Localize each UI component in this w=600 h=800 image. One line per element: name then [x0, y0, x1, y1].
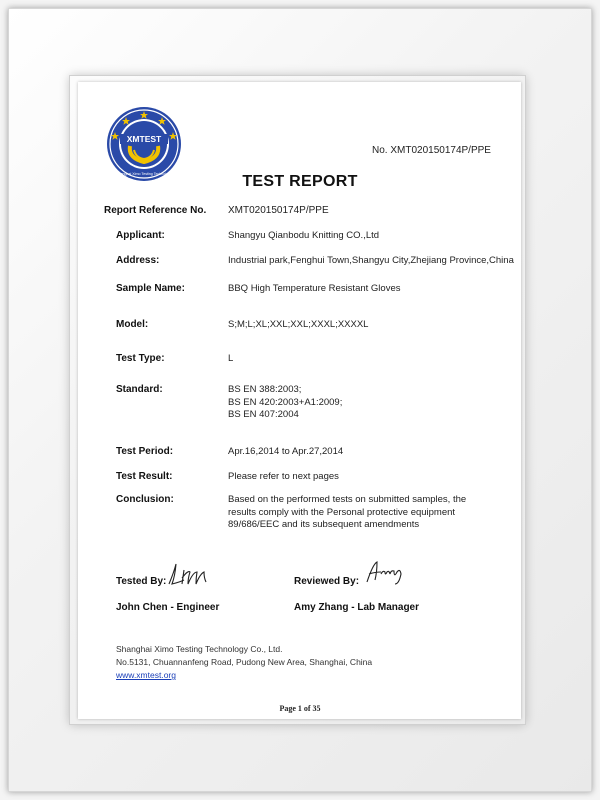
report-reference-label: Report Reference No.: [104, 205, 207, 216]
test-result-value: Please refer to next pages: [228, 471, 339, 482]
footer-address: No.5131, Chuannanfeng Road, Pudong New Area, Shanghai, China: [116, 657, 373, 667]
sample-name-value: BBQ High Temperature Resistant Gloves: [228, 283, 401, 294]
reviewed-by-signature: [363, 560, 409, 586]
standard-line: BS EN 420:2003+A1:2009;: [228, 396, 343, 408]
test-period-value: Apr.16,2014 to Apr.27,2014: [228, 446, 344, 457]
logo-ring-text: Shanghai Ximo Testing Technology: [116, 172, 172, 176]
reviewed-by-label: Reviewed By:: [294, 576, 360, 587]
conclusion-label: Conclusion:: [116, 494, 174, 505]
test-type-value: L: [228, 353, 234, 364]
test-result-label: Test Result:: [116, 471, 173, 482]
conclusion-line: 89/686/EEC and its subsequent amendments: [228, 519, 420, 530]
tested-by-name: John Chen - Engineer: [116, 602, 220, 613]
conclusion-value: [228, 494, 466, 532]
tested-by-signature: [166, 560, 212, 590]
page-title: TEST REPORT: [242, 173, 358, 190]
standard-label: Standard:: [116, 384, 163, 395]
test-type-label: Test Type:: [116, 353, 165, 364]
footer: [116, 643, 372, 682]
address-value: Industrial park,Fenghui Town,Shangyu City,Zhejiang Province,China: [228, 255, 514, 266]
reviewed-by-name: Amy Zhang - Lab Manager: [294, 602, 420, 613]
standard-value: [228, 384, 342, 422]
test-period-label: Test Period:: [116, 446, 174, 457]
address-label: Address:: [116, 255, 160, 266]
footer-company: Shanghai Ximo Testing Technology Co., Ltd.: [116, 644, 283, 654]
standard-line: BS EN 407:2004: [228, 409, 299, 420]
report-reference-value: XMT020150174P/PPE: [228, 205, 329, 216]
conclusion-line: results comply with the Personal protective equipment: [228, 506, 456, 518]
model-value: S;M;L;XL;XXL;XXL;XXXL;XXXXL: [228, 319, 369, 330]
sample-name-label: Sample Name:: [116, 283, 185, 294]
applicant-label: Applicant:: [116, 230, 165, 241]
footer-website-link[interactable]: www.xmtest.org: [116, 670, 176, 680]
tested-by-label: Tested By:: [116, 576, 167, 587]
applicant-value: Shangyu Qianbodu Knitting CO.,Ltd: [228, 230, 380, 241]
model-label: Model:: [116, 319, 149, 330]
report-number: No. XMT020150174P/PPE: [372, 145, 491, 156]
page-number: Page 1 of 35: [279, 704, 321, 713]
xmtest-logo: [106, 106, 182, 182]
standard-line: BS EN 388:2003;: [228, 384, 302, 395]
logo-text: XMTEST: [126, 134, 162, 144]
conclusion-line: Based on the performed tests on submitted samples, the: [228, 494, 467, 505]
